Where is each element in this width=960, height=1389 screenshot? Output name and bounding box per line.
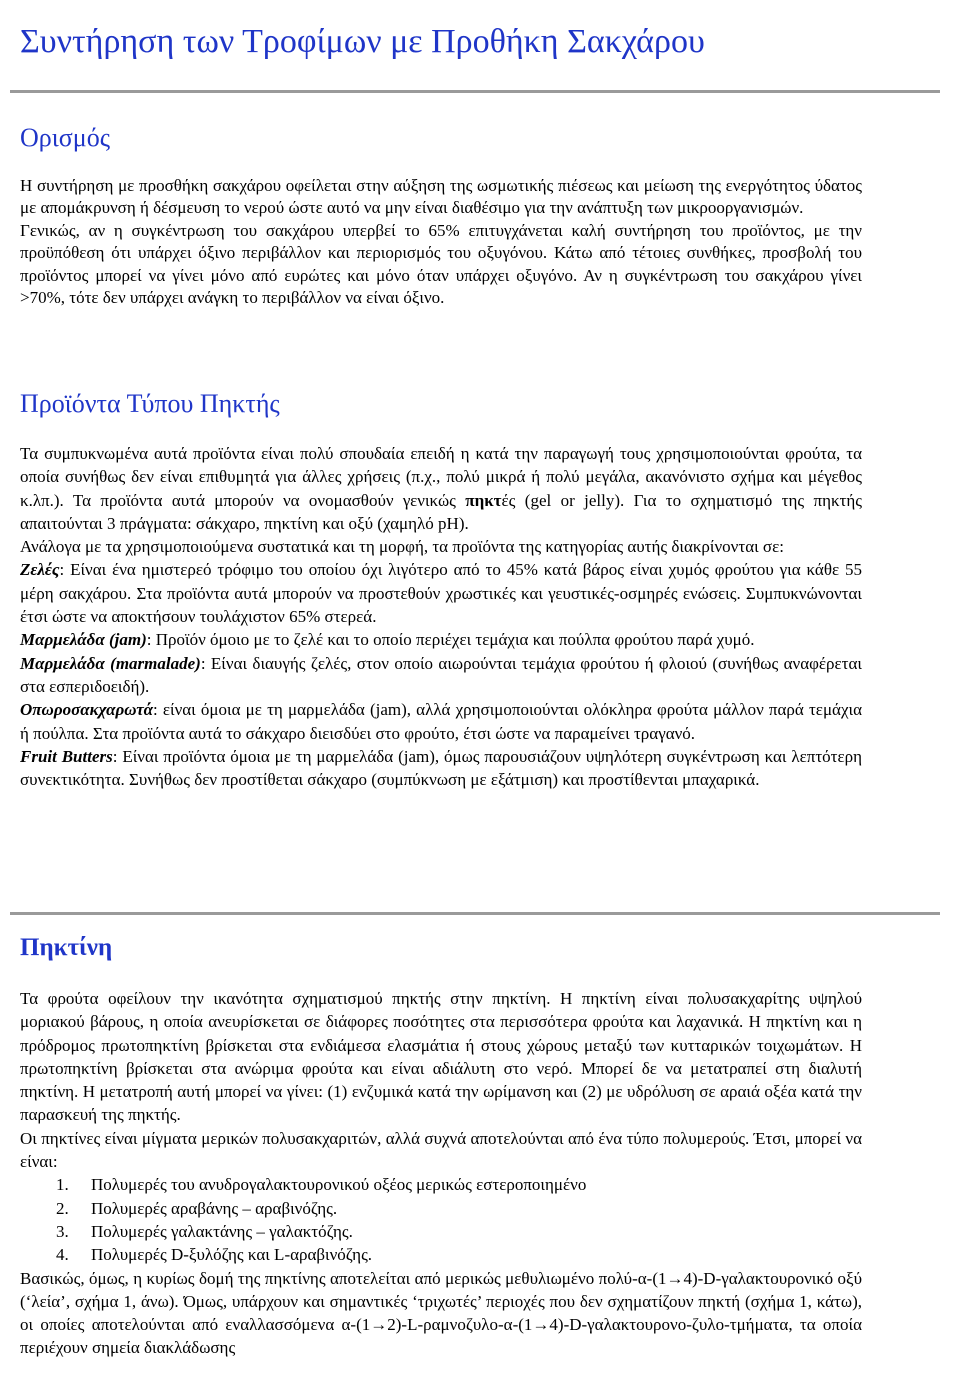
paragraph: Ανάλογα με τα χρησιμοποιούμενα συστατικά και τη μορφή, τα προϊόντα της κατηγορίας αυτής διακρίνονται σε: [20,537,784,557]
definition-text: : Είναι ένα ημιστερεό τρόφιμο του οποίου όχι λιγότερο από το 45% κατά βάρος είναι χυμός φρούτου για κάθε 55 μέρη σακχάρου. Στα προϊόντα αυτά μπορούν να προστεθούν χρωστικές και γευστικές-οσμηρές ενώσεις. Συμπυκνώνονται έτσι ώστε να αποκτήσουν τουλάχιστον 65% στερεά. [20,560,862,627]
definition-oporosakcharota [20,698,862,745]
paragraph: Οι πηκτίνες είναι μίγματα μερικών πολυσακχαριτών, αλλά συχνά αποτελούνται από ένα τύπο πολυμερούς. Έτσι, μπορεί να είναι: [20,1128,862,1172]
list-number: 1. [56,1175,69,1195]
section-heading-proionta: Προϊόντα Τύπου Πηκτής [20,389,280,418]
definition-term: Μαρμελάδα (marmalade) [20,653,201,673]
page-title: Συντήρηση των Τροφίμων με Προθήκη Σακχάρου [20,23,705,60]
list-item [20,1197,862,1220]
list-text: Πολυμερές του ανυδρογαλακτουρονικού οξέος μερικώς εστεροποιημένο [91,1175,587,1195]
section-body-orismos [20,175,862,309]
paragraph-text: Τα συμπυκνωμένα αυτά προϊόντα είναι πολύ σπουδαία επειδή η κατά την παραγωγή τους χρησιμοποιούνται φρούτα, τα οποία συνήθως δεν είναι επιθυμητά για άλλες χρήσεις (π.χ., πολύ μικρά ή πολύ μεγάλα, ακανόνιστο σχήμα και μέγεθος κ.λπ.). Τα προϊόντα αυτά μπορούν να ονομασθούν γενικώς [20,444,862,510]
definition-term: Ζελές [20,560,60,580]
section-body-pektini [20,987,862,1360]
list-item [20,1243,862,1266]
section-divider [10,912,940,915]
list-text: Πολυμερές αραβάνης – αραβινόζης. [91,1198,338,1218]
polymer-list [20,1173,862,1266]
definition-fruit-butters [20,745,862,792]
definition-term: Οπωροσακχαρωτά [20,700,153,720]
definition-text: : Προϊόν όμοιο με το ζελέ και το οποίο περιέχει τεμάχια και πούλπα φρούτου παρά χυμό. [146,630,755,650]
definition-zeles [20,558,862,628]
definition-jam [20,628,862,651]
list-text: Πολυμερές D-ξυλόζης και L-αραβινόζης. [91,1245,373,1265]
list-item [20,1220,862,1243]
title-divider [10,90,940,93]
list-number: 4. [56,1245,69,1265]
section-heading-orismos: Ορισμός [20,123,110,152]
definition-term: Fruit Butters [20,746,113,766]
paragraph-text: ές (gel or jelly). Για το σχηματισμό της πηκτής απαιτούνται 3 πράγματα: σάκχαρο, πηκτίνη και οξύ (χαμηλό pH). [20,490,862,533]
definition-marmalade [20,652,862,699]
list-text: Πολυμερές γαλακτάνης – γαλακτόζης. [91,1221,353,1241]
list-item [20,1173,862,1196]
list-number: 3. [56,1221,69,1241]
section-body-proionta [20,442,862,791]
paragraph: Η συντήρηση με προσθήκη σακχάρου οφείλεται στην αύξηση της ωσμωτικής πιέσεως και μείωση της ενεργότητος ύδατος με απομάκρυνση ή δέσμευση το νερού ώστε αυτό να μην είναι διαθέσιμο για την ανάπτυξη των μικροοργανισμών. [20,176,862,218]
paragraph: Τα φρούτα οφείλουν την ικανότητα σχηματισμού πηκτής στην πηκτίνη. Η πηκτίνη είναι πολυσακχαρίτης υψηλού μοριακού βάρους, η οποία ανευρίσκεται σε διάφορες ποσότητες στα περισσότερα φρούτα και λαχανικά. Η πηκτίνη και η πρόδρομος πρωτοπηκτίνη βρίσκεται στα ενδιάμεσα ελασμάτια ή στους χώρους μεταξύ των κυτταρικών τοιχωμάτων. Η πρωτοπηκτίνη βρίσκεται στα ανώριμα φρούτα και είναι αδιάλυτη στο νερό. Μπορεί δε να μετατραπεί στη διαλυτή πηκτίνη. Η μετατροπή αυτή μπορεί να γίνει: (1) ενζυμικά κατά την ωρίμανση και (2) με υδρόλυση σε αραιά οξέα κατά την παρασκευή της πηκτής. [20,989,862,1125]
definition-text: : είναι όμοια με τη μαρμελάδα (jam), αλλά χρησιμοποιούνται ολόκληρα φρούτα μάλλον παρά τεμάχια ή πούλπα. Στα προϊόντα αυτά το σάκχαρο διεισδύει στο φρούτο, έτσι ώστε να παραμείνει τραγανό. [20,700,862,743]
definition-term: Μαρμελάδα (jam) [20,630,147,650]
definition-text: : Είναι διαυγής ζελές, στον οποίο αιωρούνται τεμάχια φρούτου ή φλοιού (συνήθως αναφέρεται στα εσπεριδοειδή). [20,653,862,696]
list-number: 2. [56,1198,69,1218]
bold-term: πηκτ [465,490,502,510]
section-heading-pektini: Πηκτίνη [20,934,113,961]
definition-text: : Είναι προϊόντα όμοια με τη μαρμελάδα (jam), όμως παρουσιάζουν υψηλότερη συγκέντρωση και λεπτότερη συνεκτικότητα. Συνήθως δεν προστίθεται σάκχαρο (συμπύκνωση με εξάτμιση) και προστίθενται μπαχαρικά. [20,746,862,790]
paragraph: Γενικώς, αν η συγκέντρωση του σακχάρου υπερβεί το 65% επιτυγχάνεται καλή συντήρηση του προϊόντος, με την προϋπόθεση ότι υπάρχει όξινο περιβάλλον και περιορισμός του οξυγόνου. Κάτω από τέτοιες συνθήκες, προσβολή του προϊόντος μπορεί να γίνει μόνο από ευρώτες και μόνο όταν υπάρχει οξυγόνο. Αν η συγκέντρωση του σακχάρου γίνει >70%, τότε δεν υπάρχει ανάγκη το περιβάλλον να είναι όξινο. [20,220,862,308]
paragraph [20,442,862,535]
paragraph: Βασικώς, όμως, η κυρίως δομή της πηκτίνης αποτελείται από μερικώς μεθυλιωμένο πολύ-α-(1→4)-D-γαλακτουρονικό οξύ (‘λεία’, σχήμα 1, άνω). Όμως, υπάρχουν και σημαντικές ‘τριχωτές’ περιοχές που δεν σχηματίζουν πηκτή (σχήμα 1, κάτω), οι οποίες αποτελούνται από εναλλασσόμενα α-(1→2)-L-ραμνοζυλο-α-(1→4)-D-γαλακτουρονο-ζυλο-τμήματα, τα οποία περιέχουν σημεία διακλάδωσης [20,1268,862,1358]
